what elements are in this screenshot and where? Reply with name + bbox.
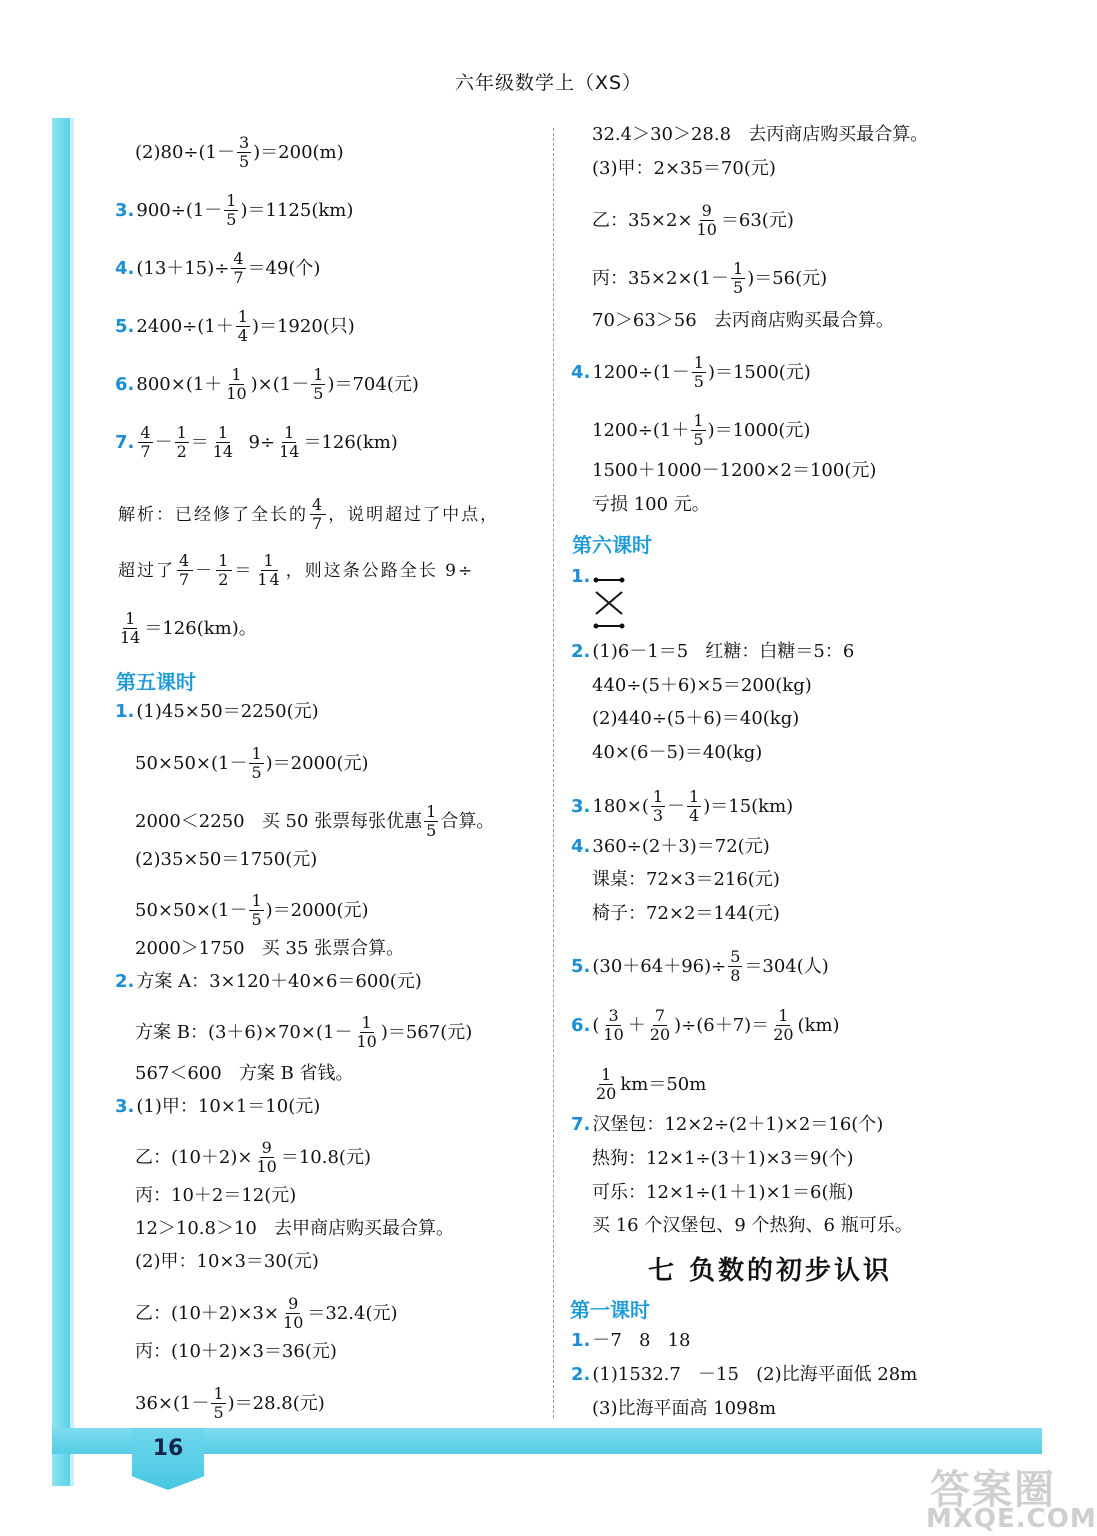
- text: (1)甲：10×1＝10(元): [136, 1096, 321, 1117]
- numerator: 1: [237, 307, 248, 326]
- denominator: 2: [218, 570, 231, 589]
- answer-line: [135, 134, 344, 171]
- watermark-logo: [926, 1458, 1097, 1536]
- answer-line: [115, 1096, 320, 1118]
- text: 方案 A：3×120＋40×6＝600(元): [136, 971, 422, 992]
- answer-line: [115, 424, 398, 461]
- page-frame-left: [52, 118, 70, 1486]
- text: 买 16 个汉堡包、9 个热狗、6 瓶可乐。: [592, 1215, 913, 1236]
- answer-line: [135, 1218, 454, 1240]
- text: ＝: [190, 431, 209, 453]
- answer-line: [571, 1007, 840, 1044]
- question-number: 6.: [571, 1014, 591, 1036]
- fraction: [216, 552, 232, 589]
- text: ＝63(元): [720, 209, 794, 231]
- text: (13＋15)÷: [136, 257, 230, 279]
- fraction: [651, 788, 665, 825]
- answer-line: [592, 869, 780, 891]
- match-dot: [594, 624, 599, 629]
- text: (3)甲：2×35＝70(元): [592, 158, 776, 179]
- fraction: [310, 496, 326, 533]
- question-number: 5.: [115, 315, 135, 337]
- answer-line: [592, 903, 780, 925]
- fraction: [728, 948, 742, 985]
- fraction: [211, 424, 235, 461]
- explanation-line: [118, 552, 474, 589]
- matching-lines-figure: [592, 574, 626, 630]
- text: 热狗：12×1÷(3＋1)×3＝9(个): [592, 1148, 854, 1169]
- denominator: 4: [237, 326, 248, 345]
- text: ＝304(人): [744, 955, 829, 977]
- text: －: [667, 795, 686, 817]
- text: (30＋64＋96)÷: [592, 955, 727, 977]
- text: (2)甲：10×3＝30(元): [135, 1251, 319, 1272]
- numerator: 1: [213, 1384, 224, 1403]
- answer-line: [592, 708, 799, 730]
- text: )÷(6＋7)＝: [674, 1014, 770, 1036]
- fraction: [254, 1139, 278, 1176]
- denominator: 14: [257, 570, 282, 589]
- numerator: 4: [233, 249, 244, 268]
- text: 1200÷(1＋: [592, 419, 690, 441]
- denominator: 5: [426, 821, 437, 840]
- denominator: 5: [733, 278, 744, 297]
- match-dot: [594, 578, 599, 583]
- text: 乙：(10＋2)×: [135, 1146, 253, 1168]
- text: )＝2000(元): [265, 899, 369, 921]
- answer-line: [571, 836, 770, 858]
- text: )＝1920(只): [251, 315, 355, 337]
- numerator: 1: [778, 1006, 789, 1025]
- fraction: [354, 1014, 378, 1051]
- text: 50×50×(1－: [135, 899, 248, 921]
- fraction: [118, 610, 142, 647]
- numerator: 5: [730, 947, 741, 966]
- answer-line: [592, 1182, 854, 1204]
- column-divider: [553, 128, 554, 1418]
- explanation-line: [116, 610, 257, 647]
- fraction: [731, 260, 745, 297]
- denominator: 20: [649, 1025, 671, 1044]
- answer-line: [592, 260, 827, 297]
- text: 50×50×(1－: [135, 752, 248, 774]
- fraction: [594, 1066, 618, 1103]
- numerator: 1: [313, 365, 324, 384]
- fraction: [211, 1385, 225, 1422]
- denominator: 20: [596, 1084, 617, 1103]
- fraction: [281, 1295, 305, 1332]
- text: 2400÷(1＋: [136, 315, 234, 337]
- text: 40×(6－5)＝40(kg): [592, 742, 763, 763]
- chapter-title: 七 负数的初步认识: [648, 1256, 893, 1286]
- answer-line: [115, 366, 419, 403]
- text: 2000＞1750 买 35 张票合算。: [135, 938, 405, 959]
- numerator: 1: [693, 411, 704, 430]
- answer-line: [571, 1114, 883, 1136]
- numerator: 1: [226, 191, 237, 210]
- text: 180×(: [592, 795, 649, 817]
- text: 丙：10＋2＝12(元): [135, 1185, 297, 1206]
- text: 70＞63＞56 去丙商店购买最合算。: [592, 310, 894, 331]
- answer-line: [115, 192, 353, 229]
- numerator: 1: [693, 353, 704, 372]
- question-number: 7.: [115, 431, 135, 453]
- question-number: 1.: [571, 1330, 591, 1351]
- answer-line: [592, 202, 794, 239]
- fraction: [695, 202, 719, 239]
- text: 900÷(1－: [136, 199, 223, 221]
- answer-line: [571, 1330, 691, 1352]
- fraction: [224, 192, 238, 229]
- answer-line: [592, 412, 810, 449]
- text: 1200÷(1－: [592, 361, 690, 383]
- answer-line: [135, 1185, 296, 1207]
- fraction: [691, 412, 705, 449]
- question-number: 7.: [571, 1114, 591, 1135]
- answer-line: [571, 354, 811, 391]
- answer-line: [135, 849, 317, 871]
- text: )＝200(m): [253, 141, 344, 163]
- denominator: 14: [120, 628, 141, 647]
- answer-line: [135, 1014, 472, 1051]
- text: (1)1532.7 －15 (2)比海平面低 28m: [592, 1364, 918, 1385]
- answer-line: [592, 1398, 776, 1420]
- text: －: [154, 431, 173, 453]
- text: 36×(1－: [135, 1392, 210, 1414]
- numerator: 1: [689, 787, 700, 806]
- fraction: [692, 354, 706, 391]
- text: 方案 B：(3＋6)×70×(1－: [135, 1021, 353, 1043]
- text: (1)45×50＝2250(元): [136, 701, 319, 722]
- numerator: 9: [261, 1138, 272, 1157]
- text: 丙：35×2×(1－: [592, 267, 729, 289]
- section-title: 第一课时: [570, 1298, 650, 1322]
- numerator: 7: [654, 1006, 666, 1025]
- text: 800×(1＋: [136, 373, 223, 395]
- question-number: 6.: [115, 373, 135, 395]
- answer-line: [135, 745, 369, 782]
- text: 1500＋1000－1200×2＝100(元): [592, 460, 877, 481]
- answer-line: [592, 742, 762, 764]
- question-number: 3.: [571, 795, 591, 817]
- text: 丙：(10＋2)×3＝36(元): [135, 1341, 337, 1362]
- text: 567＜600 方案 B 省钱。: [135, 1063, 354, 1084]
- text: 可乐：12×1÷(1＋1)×1＝6(瓶): [592, 1182, 854, 1203]
- denominator: 2: [176, 442, 187, 461]
- answer-line: [571, 788, 793, 825]
- numerator: 9: [701, 201, 712, 220]
- denominator: 10: [356, 1032, 377, 1051]
- answer-line: [135, 1251, 319, 1273]
- text: )＝2000(元): [265, 752, 369, 774]
- denominator: 10: [256, 1157, 277, 1176]
- text: (1)6－1＝5 红糖：白糖＝5：6: [592, 641, 855, 662]
- answer-line: [135, 938, 404, 960]
- fraction: [236, 308, 250, 345]
- watermark-url: MXQE.COM: [926, 1504, 1097, 1534]
- text: km＝50m: [620, 1073, 707, 1095]
- match-dot: [620, 624, 625, 629]
- text: ＝: [234, 560, 254, 581]
- answer-line: [135, 1341, 337, 1363]
- text: (km): [797, 1014, 840, 1036]
- denominator: 5: [226, 210, 237, 229]
- denominator: 5: [313, 384, 324, 403]
- denominator: 5: [238, 152, 250, 171]
- denominator: 10: [696, 220, 717, 239]
- numerator: 1: [426, 802, 437, 821]
- numerator: 1: [217, 423, 229, 442]
- answer-line: [571, 566, 592, 588]
- section-title: 第六课时: [572, 533, 652, 557]
- fraction: [277, 424, 301, 461]
- text: (2)80÷(1－: [135, 141, 235, 163]
- text: 440÷(5＋6)×5＝200(kg): [592, 675, 812, 696]
- text: ＝10.8(元): [280, 1146, 371, 1168]
- numerator: 1: [361, 1013, 372, 1032]
- numerator: 1: [251, 891, 262, 910]
- text: )＝1500(元): [707, 361, 811, 383]
- fraction: [601, 1007, 625, 1044]
- explanation-line: [118, 496, 499, 533]
- numerator: 1: [125, 609, 136, 628]
- text: 12＞10.8＞10 去甲商店购买最合算。: [135, 1218, 455, 1239]
- text: 32.4＞30＞28.8 去丙商店购买最合算。: [592, 124, 929, 145]
- numerator: 1: [263, 551, 276, 570]
- answer-line: [592, 1066, 706, 1103]
- text: 课桌：72×3＝216(元): [592, 869, 780, 890]
- numerator: 3: [238, 133, 250, 152]
- answer-line: [115, 308, 355, 345]
- answer-line: [115, 250, 320, 287]
- fraction: [138, 424, 152, 461]
- page-header: 六年级数学上（XS）: [454, 72, 643, 94]
- question-number: 3.: [115, 199, 135, 221]
- fraction: [311, 366, 325, 403]
- watermark-text: 答案圈: [930, 1467, 1056, 1513]
- text: ＝32.4(元): [307, 1302, 398, 1324]
- text: 2000＜2250 买 50 张票每张优惠: [135, 810, 423, 832]
- fraction: [771, 1007, 795, 1044]
- text: ＋: [627, 1014, 646, 1036]
- answer-line: [135, 1295, 398, 1332]
- answer-line: [135, 1385, 325, 1422]
- text: ＝126(km): [303, 431, 398, 453]
- denominator: 14: [212, 442, 234, 461]
- numerator: 1: [284, 423, 295, 442]
- answer-line: [571, 948, 829, 985]
- answer-line: [592, 494, 710, 516]
- text: )＝1000(元): [707, 419, 811, 441]
- section-title: 第五课时: [116, 670, 196, 694]
- text: 解析：已经修了全长的: [118, 504, 308, 525]
- denominator: 10: [283, 1313, 304, 1332]
- question-number: 2.: [115, 971, 135, 992]
- denominator: 8: [730, 966, 741, 985]
- text: )＝28.8(元): [227, 1392, 325, 1414]
- denominator: 10: [226, 384, 247, 403]
- fraction: [249, 892, 263, 929]
- text: 汉堡包：12×2÷(2＋1)×2＝16(个): [592, 1114, 884, 1135]
- text: )＝56(元): [747, 267, 828, 289]
- text: )＝1125(km): [240, 199, 354, 221]
- question-number: 4.: [115, 257, 135, 279]
- numerator: 1: [231, 365, 242, 384]
- question-number: 4.: [571, 361, 591, 383]
- denominator: 5: [213, 1403, 224, 1422]
- text: )＝704(元): [327, 373, 419, 395]
- denominator: 20: [773, 1025, 794, 1044]
- text: )×(1－: [250, 373, 310, 395]
- text: (3)比海平面高 1098m: [592, 1398, 777, 1419]
- answer-line: [592, 675, 812, 697]
- text: ，说明超过了中点，: [328, 504, 500, 525]
- answer-line: [135, 892, 369, 929]
- denominator: 7: [140, 442, 151, 461]
- text: －7 8 18: [592, 1330, 691, 1351]
- denominator: 5: [693, 372, 704, 391]
- numerator: 4: [179, 551, 192, 570]
- text: ，则这条公路全长 9÷: [285, 560, 475, 581]
- fraction: [687, 788, 701, 825]
- denominator: 10: [603, 1025, 624, 1044]
- numerator: 4: [312, 495, 325, 514]
- question-number: 4.: [571, 836, 591, 857]
- text: (2)440÷(5＋6)＝40(kg): [592, 708, 800, 729]
- answer-line: [592, 158, 776, 180]
- text: 9÷: [237, 431, 276, 453]
- text: 乙：35×2×: [592, 209, 693, 231]
- denominator: 5: [693, 430, 704, 449]
- text: 乙：(10＋2)×3×: [135, 1302, 280, 1324]
- answer-line: [115, 701, 319, 723]
- denominator: 5: [251, 763, 262, 782]
- answer-line: [135, 1139, 371, 1176]
- numerator: 1: [652, 787, 664, 806]
- match-dot: [620, 578, 625, 583]
- text: 亏损 100 元。: [592, 494, 710, 515]
- question-number: 2.: [571, 1364, 591, 1385]
- answer-line: [135, 803, 494, 840]
- numerator: 3: [608, 1006, 619, 1025]
- fraction: [648, 1007, 672, 1044]
- question-number: 1.: [571, 566, 591, 587]
- question-number: 2.: [571, 641, 591, 662]
- fraction: [255, 552, 283, 589]
- text: 合算。: [440, 810, 495, 832]
- answer-line: [571, 1364, 917, 1386]
- fraction: [237, 134, 251, 171]
- fraction: [231, 250, 245, 287]
- denominator: 3: [652, 806, 664, 825]
- answer-line: [592, 310, 894, 332]
- answer-line: [592, 1148, 854, 1170]
- answer-line: [592, 124, 928, 146]
- numerator: 1: [218, 551, 231, 570]
- fraction: [175, 424, 189, 461]
- numerator: 1: [601, 1065, 612, 1084]
- text: 椅子：72×2＝144(元): [592, 903, 780, 924]
- text: ＝49(个): [247, 257, 321, 279]
- denominator: 7: [233, 268, 244, 287]
- denominator: 7: [312, 514, 325, 533]
- answer-line: [592, 460, 876, 482]
- question-number: 5.: [571, 955, 591, 977]
- numerator: 1: [176, 423, 187, 442]
- text: 360÷(2＋3)＝72(元): [592, 836, 770, 857]
- fraction: [224, 366, 248, 403]
- text: )＝567(元): [380, 1021, 473, 1043]
- numerator: 4: [140, 423, 151, 442]
- numerator: 1: [733, 259, 744, 278]
- fraction: [177, 552, 193, 589]
- question-number: 3.: [115, 1096, 135, 1117]
- denominator: 5: [251, 910, 262, 929]
- numerator: 1: [251, 744, 262, 763]
- text: (: [592, 1014, 600, 1036]
- answer-line: [592, 1215, 913, 1237]
- text: )＝15(km): [703, 795, 794, 817]
- fraction: [249, 745, 263, 782]
- text: 超过了: [118, 560, 175, 581]
- text: －: [195, 560, 215, 581]
- denominator: 7: [179, 570, 192, 589]
- answer-line: [571, 641, 854, 663]
- denominator: 14: [279, 442, 300, 461]
- text: ＝126(km)。: [144, 617, 257, 639]
- answer-line: [115, 971, 422, 993]
- numerator: 9: [288, 1294, 299, 1313]
- page-number: 16: [152, 1436, 184, 1461]
- question-number: 1.: [115, 701, 135, 722]
- text: (2)35×50＝1750(元): [135, 849, 318, 870]
- answer-line: [135, 1063, 354, 1085]
- fraction: [424, 803, 438, 840]
- denominator: 4: [689, 806, 700, 825]
